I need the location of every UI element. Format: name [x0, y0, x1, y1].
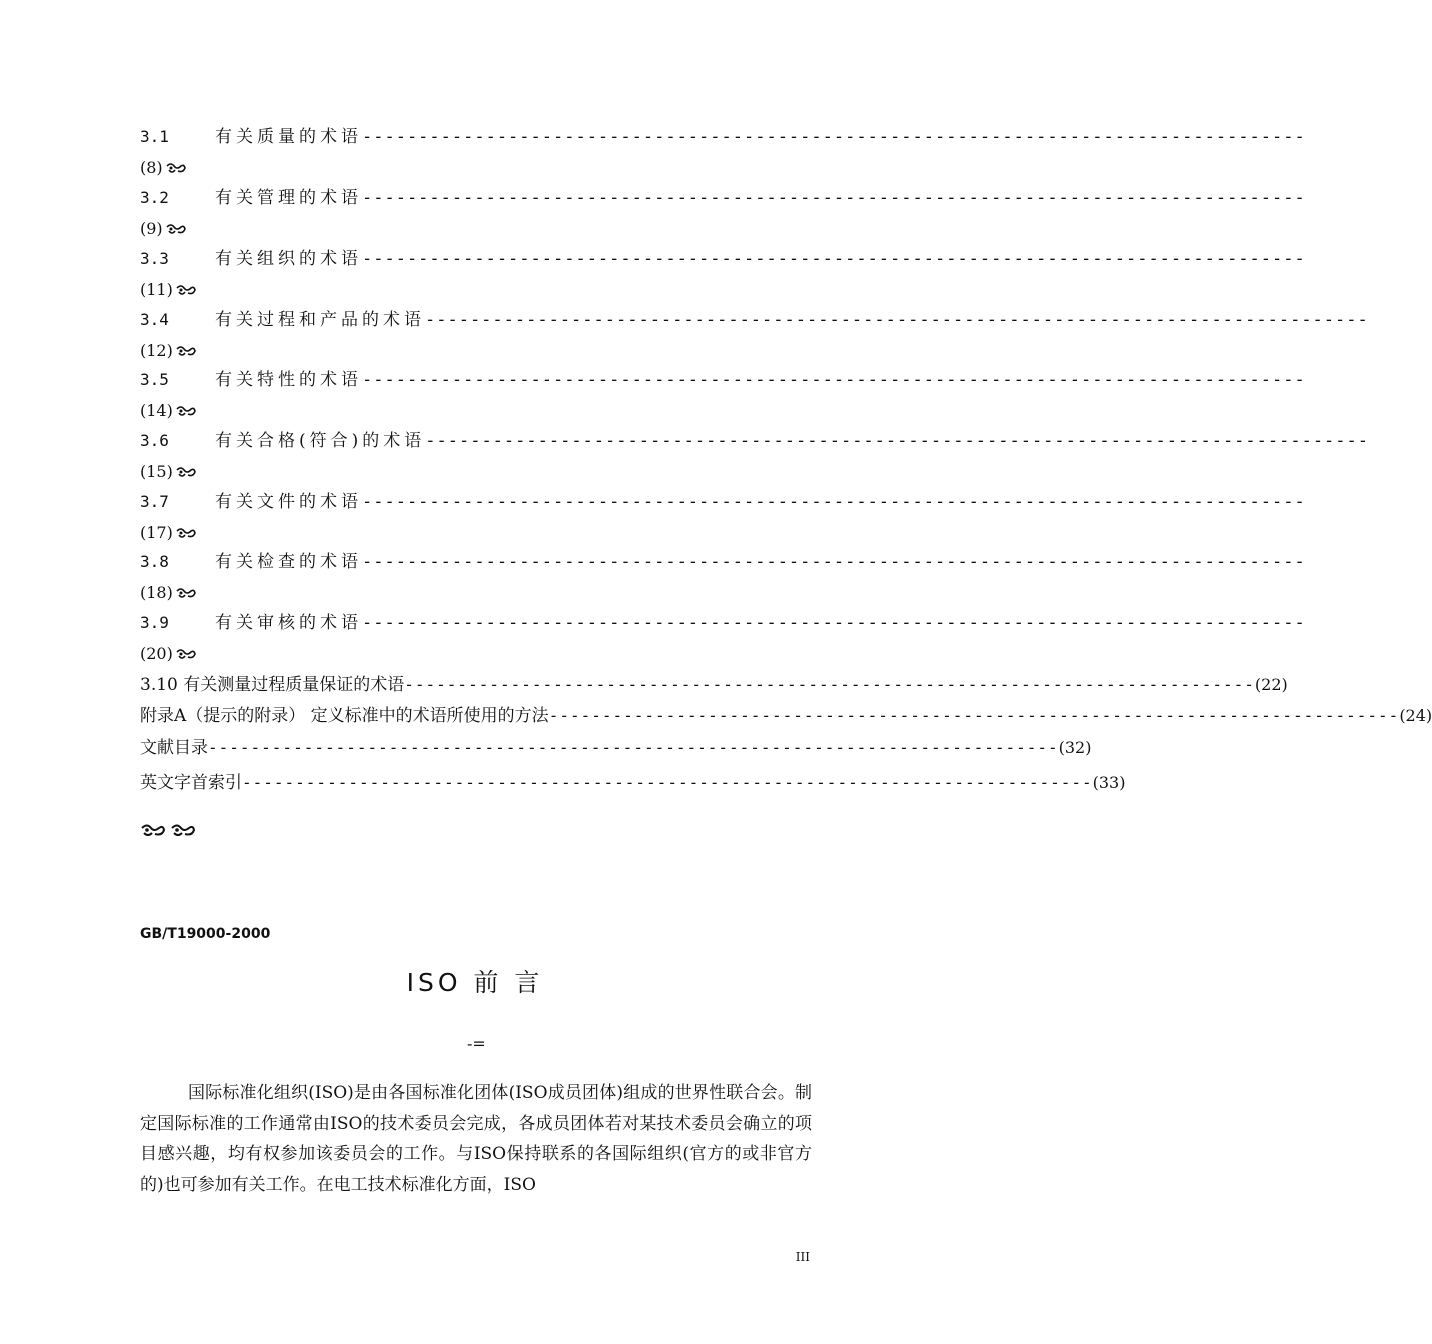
- toc-entry-number: 3.6: [140, 431, 169, 450]
- toc-entry-page-ref: [140, 401, 197, 421]
- leader-dashes: ------------------------------------------------------------------------------------: [362, 127, 1306, 147]
- ornament-icon: [175, 404, 197, 418]
- toc-entry-title-line: [140, 127, 1306, 147]
- toc-page-number: (8): [140, 158, 163, 177]
- toc-entry-title-line: [140, 249, 1306, 269]
- toc-entry-number: 3.8: [140, 552, 169, 571]
- toc-page-number: (22): [1254, 675, 1288, 694]
- toc-entry-title: 有关特性的术语: [215, 370, 362, 390]
- leader-dashes: ------------------------------------------------------------------------------------: [425, 310, 1369, 330]
- ornament-icon: [175, 586, 197, 600]
- toc-entry-page-ref: [140, 462, 197, 482]
- toc-entry: [140, 675, 1288, 695]
- leader-dashes: ------------------------------------------------------------------------------------: [362, 370, 1306, 390]
- toc-entry-title: 附录A（提示的附录） 定义标准中的术语所使用的方法: [140, 706, 549, 726]
- toc-entry-number: 3.4: [140, 310, 169, 329]
- toc-entry-title: 有关检查的术语: [215, 552, 362, 572]
- toc-entry-page-ref: [140, 644, 197, 664]
- toc-entry-title: 有关管理的术语: [215, 188, 362, 208]
- toc-entry-title-line: [140, 370, 1306, 390]
- body-paragraph: 国际标准化组织(ISO)是由各国标准化团体(ISO成员团体)组成的世界性联合会。制定国际标准的工作通常由ISO的技术委员会完成，各成员团体若对某技术委员会确立的项目感兴趣，均有权参加该委员会的工作。与ISO保持联系的各国际组织(官方的或非官方的)也可参加有关工作。在电工技术标准化方面，ISO: [140, 1083, 812, 1195]
- toc-entry-title-line: [140, 552, 1306, 572]
- ornament-icon: [175, 526, 197, 540]
- toc-page-number: (18): [140, 583, 173, 602]
- toc-page-number: (14): [140, 401, 173, 420]
- leader-dashes: --------------------------------------------------------------------------------: [548, 706, 1400, 725]
- ornament-icon: [175, 344, 197, 358]
- toc-entry-number: 3.1: [140, 127, 169, 146]
- toc-page-number: (17): [140, 523, 173, 542]
- leader-dashes: ------------------------------------------------------------------------------------: [425, 431, 1369, 451]
- toc-entry-page-ref: [140, 523, 197, 543]
- toc-page-number: (15): [140, 462, 173, 481]
- leader-dashes: --------------------------------------------------------------------------------: [404, 675, 1255, 694]
- toc-entry: [140, 706, 1432, 726]
- ornament-divider: [140, 822, 196, 838]
- leader-dashes: --------------------------------------------------------------------------------: [242, 773, 1093, 792]
- toc-page-number: (12): [140, 341, 173, 360]
- toc-entry-page-ref: [140, 341, 197, 361]
- toc-entry-title: 有关质量的术语: [215, 127, 362, 147]
- leader-dashes: ------------------------------------------------------------------------------------: [362, 613, 1306, 633]
- leader-dashes: --------------------------------------------------------------------------------: [208, 738, 1059, 757]
- toc-entry-title: 英文字首索引: [140, 773, 242, 793]
- section-marker: -=: [467, 1034, 486, 1053]
- toc-entry: [140, 738, 1092, 758]
- toc-page-number: (9): [140, 219, 163, 238]
- toc-page-number: (11): [140, 280, 173, 299]
- ornament-icon: [170, 822, 196, 838]
- page-number: III: [795, 1250, 810, 1264]
- toc-entry-title-line: [140, 310, 1369, 330]
- toc-page-number: (33): [1092, 773, 1126, 792]
- toc-entry-page-ref: [140, 583, 197, 603]
- toc-entry-title-line: [140, 431, 1369, 451]
- page-title: ISO 前 言: [406, 968, 544, 997]
- leader-dashes: ------------------------------------------------------------------------------------: [362, 188, 1306, 208]
- toc-entry-title-line: [140, 492, 1306, 512]
- document-code: GB/T19000-2000: [140, 926, 271, 942]
- ornament-icon: [175, 647, 197, 661]
- toc-page-number: (24): [1399, 706, 1432, 725]
- ornament-icon: [165, 161, 187, 175]
- toc-entry-title: 有关审核的术语: [215, 613, 362, 633]
- toc-entry-page-ref: [140, 158, 187, 178]
- toc-entry-number: 3.3: [140, 249, 169, 268]
- toc-entry-title: 有关组织的术语: [215, 249, 362, 269]
- toc-entry-page-ref: [140, 219, 187, 239]
- ornament-icon: [165, 222, 187, 236]
- ornament-icon: [140, 822, 166, 838]
- toc-page-number: (32): [1058, 738, 1092, 757]
- ornament-icon: [175, 465, 197, 479]
- leader-dashes: ------------------------------------------------------------------------------------: [362, 552, 1306, 572]
- toc-page-number: (20): [140, 644, 173, 663]
- toc-entry-number: 3.9: [140, 613, 169, 632]
- toc-entry-title-line: [140, 613, 1306, 633]
- ornament-icon: [175, 283, 197, 297]
- toc-entry-number: 3.5: [140, 370, 169, 389]
- toc-entry-title: 文献目录: [140, 738, 208, 758]
- toc-entry-title: 有关过程和产品的术语: [215, 310, 425, 330]
- toc-entry-title: 3.10 有关测量过程质量保证的术语: [140, 675, 405, 695]
- leader-dashes: ------------------------------------------------------------------------------------: [362, 492, 1306, 512]
- toc-entry-number: 3.2: [140, 188, 169, 207]
- toc-entry: [140, 773, 1126, 793]
- toc-entry-page-ref: [140, 280, 197, 300]
- toc-entry-title: 有关合格(符合)的术语: [215, 431, 426, 451]
- toc-entry-title-line: [140, 188, 1306, 208]
- leader-dashes: ------------------------------------------------------------------------------------: [362, 249, 1306, 269]
- toc-entry-title: 有关文件的术语: [215, 492, 362, 512]
- toc-entry-number: 3.7: [140, 492, 169, 511]
